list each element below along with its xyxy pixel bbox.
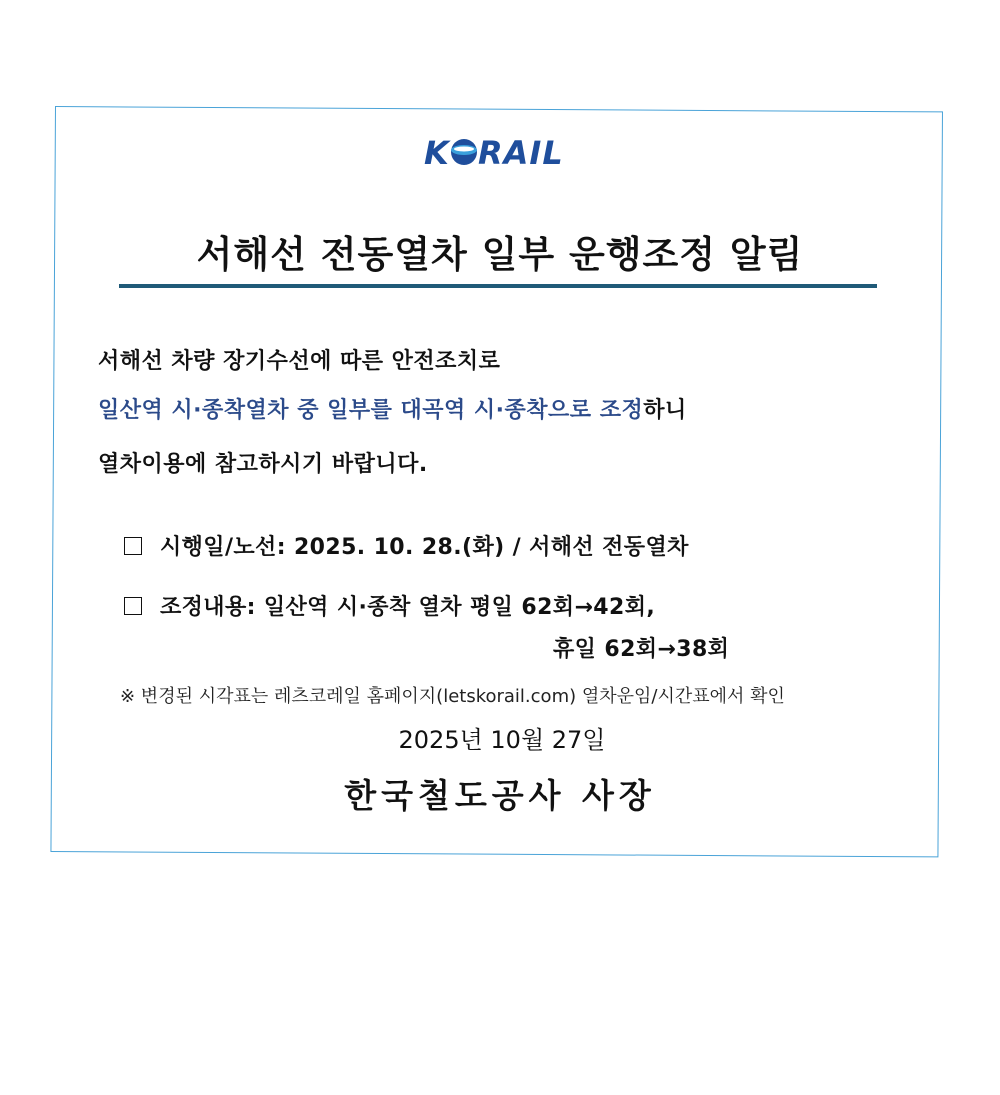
body-line-2-highlight: 일산역 시·종착열차 중 일부를 대곡역 시·종착으로 조정 (98, 398, 644, 423)
title-underline (119, 284, 877, 288)
timetable-footnote: ※ 변경된 시각표는 레츠코레일 홈페이지(letskorail.com) 열차운임/시간표에서 확인 (120, 686, 785, 707)
notice-title: 서해선 전동열차 일부 운행조정 알림 (196, 233, 804, 276)
svg-text:K: K (424, 134, 449, 172)
list-item-adjustment (124, 590, 655, 621)
list-item-effective-date (124, 530, 689, 561)
korail-logo (424, 132, 574, 172)
notice-date: 2025년 10월 27일 (398, 726, 606, 754)
issuer-signature: 한국철도공사 사장 (344, 776, 656, 815)
body-line-2-rest: 하니 (643, 398, 687, 423)
list-item-text: 조정내용: 일산역 시·종착 열차 평일 62회→42회, (160, 595, 656, 620)
list-item-text: 시행일/노선: 2025. 10. 28.(화) / 서해선 전동열차 (160, 535, 689, 560)
body-line-2 (98, 393, 687, 424)
body-line-1: 서해선 차량 장기수선에 따른 안전조치로 (98, 349, 501, 374)
checkbox-icon (124, 537, 142, 555)
list-item-adjustment-continuation: 휴일 62회→38회 (553, 637, 730, 662)
body-line-3: 열차이용에 참고하시기 바랍니다. (98, 452, 428, 477)
svg-text:RAIL: RAIL (478, 134, 564, 172)
checkbox-icon (124, 597, 142, 615)
